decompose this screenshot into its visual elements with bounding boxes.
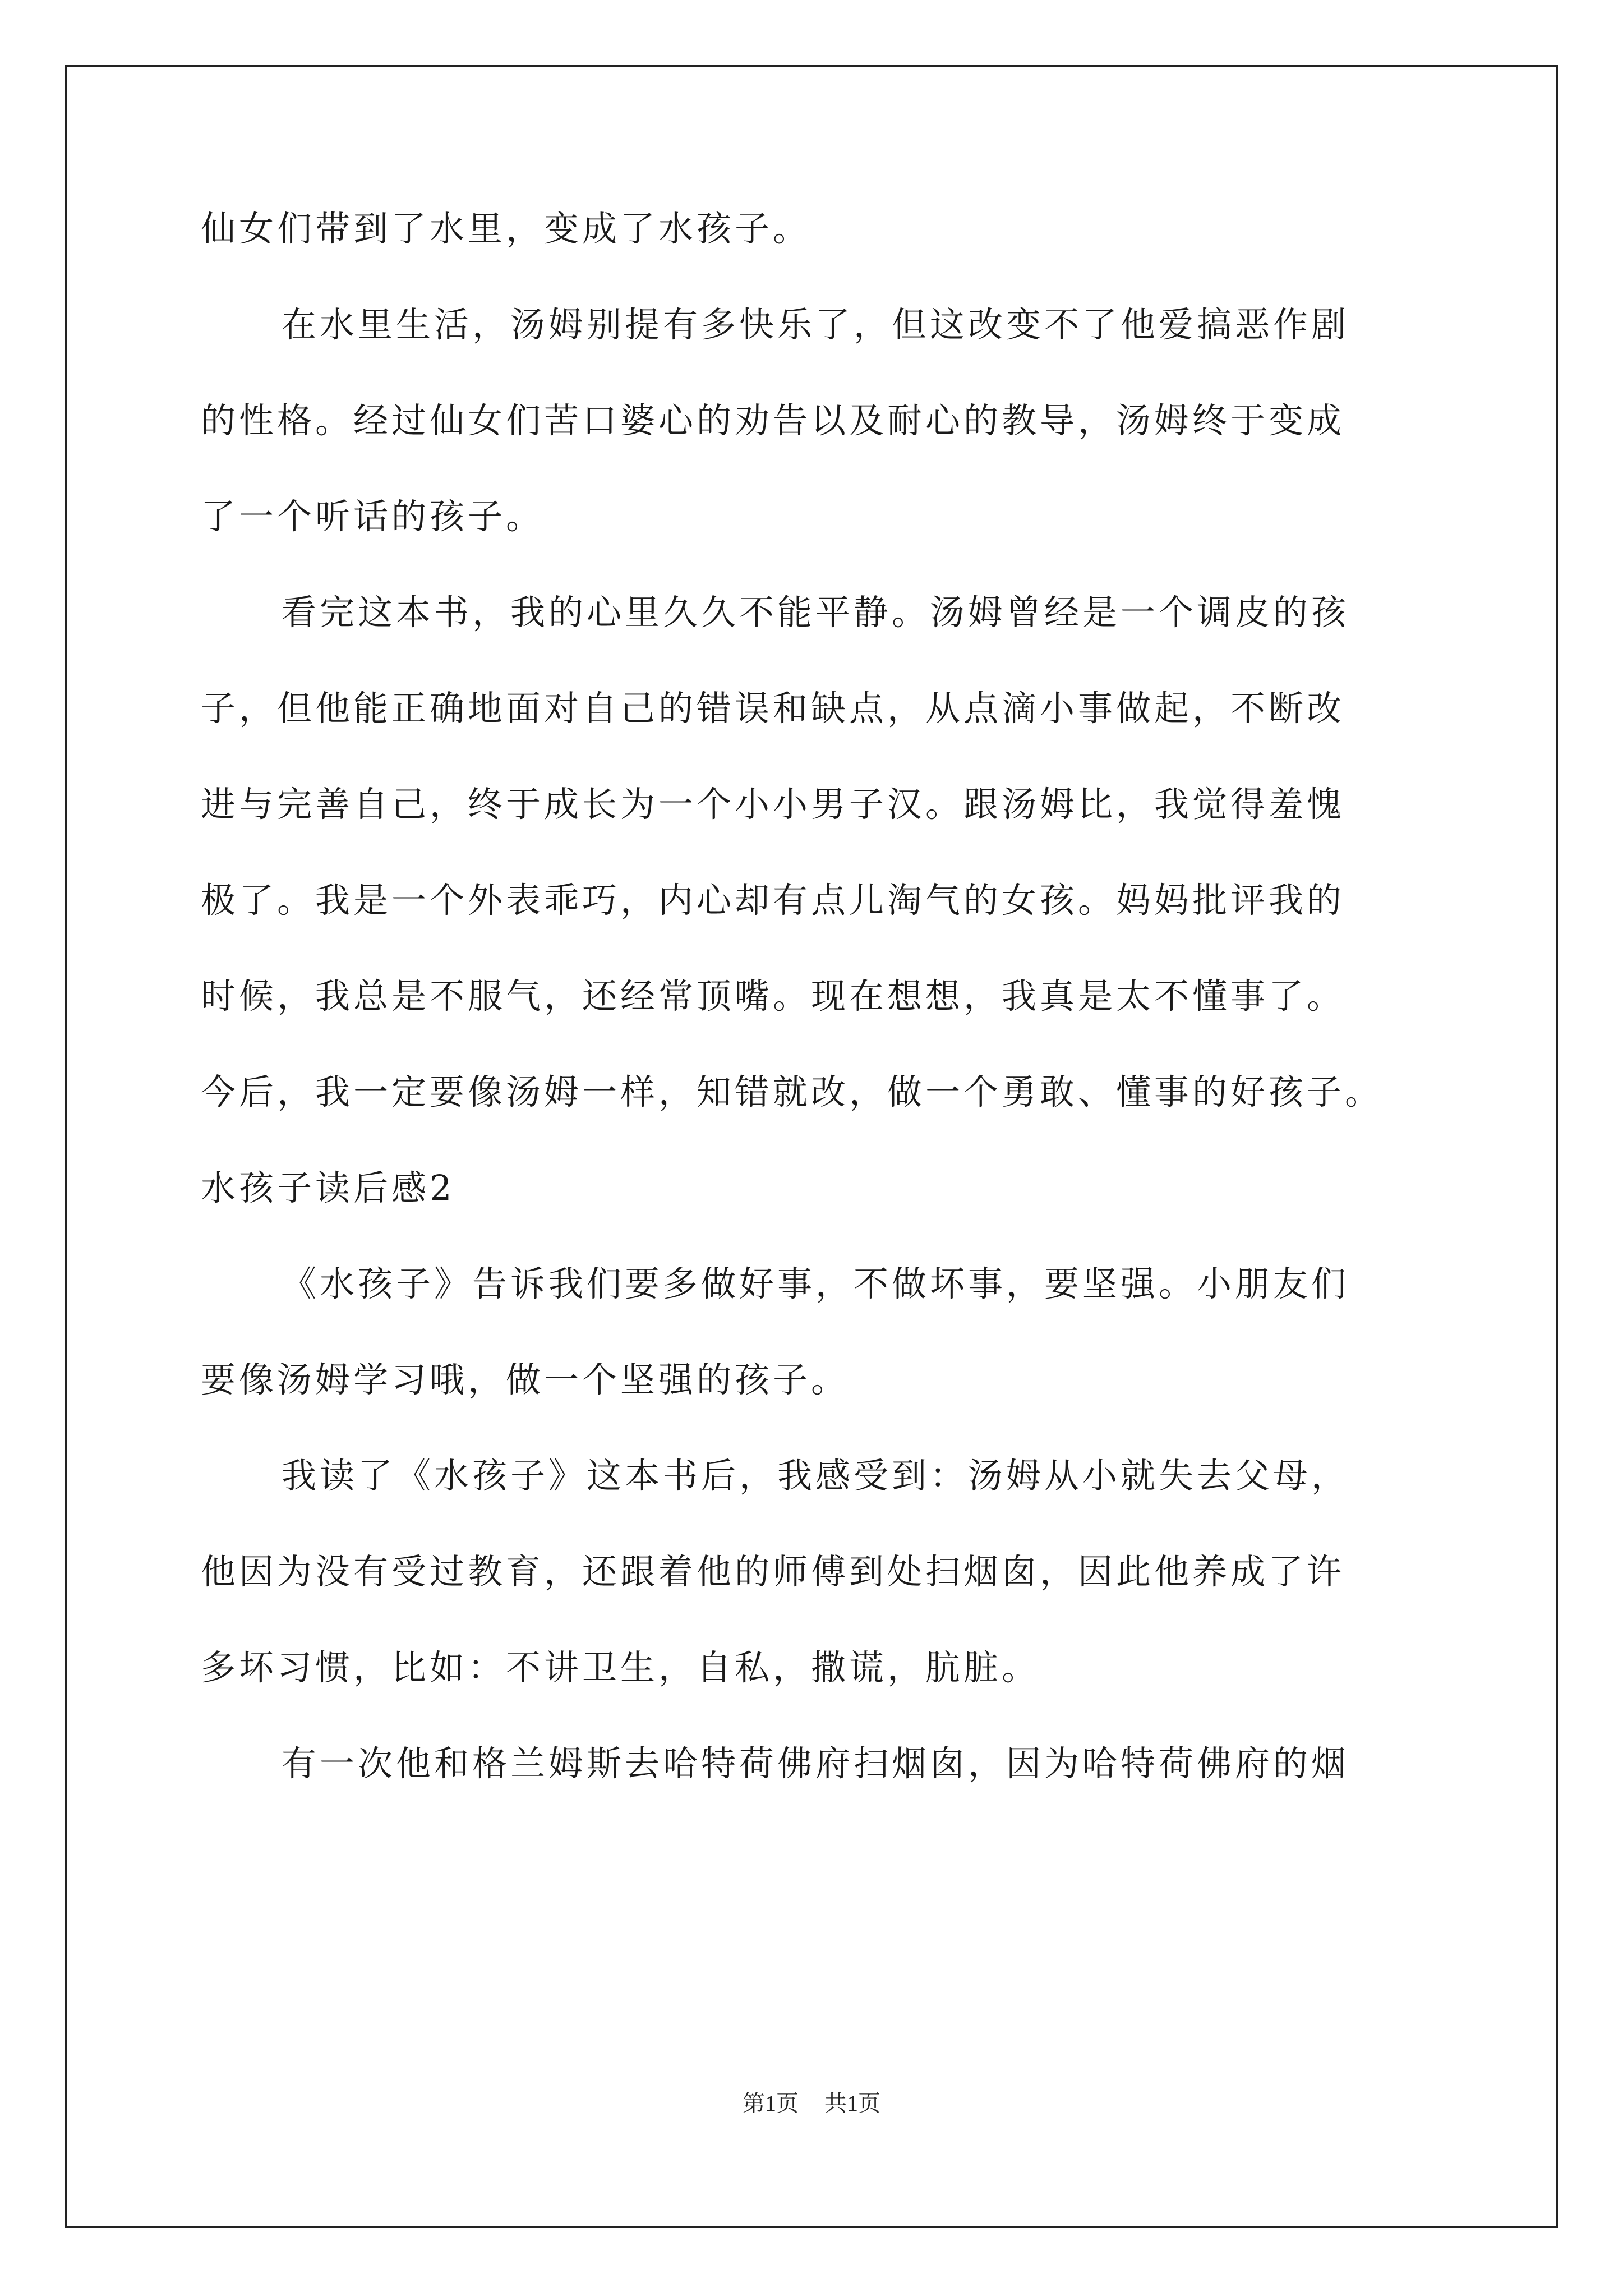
- text-line: 多坏习惯，比如：不讲卫生，自私，撒谎，肮脏。: [201, 1647, 1040, 1688]
- paragraph-first-line: 看完这本书，我的心里久久不能平静。汤姆曾经是一个调皮的孩: [282, 592, 1350, 633]
- text-line: 子，但他能正确地面对自己的错误和缺点，从点滴小事做起，不断改: [201, 688, 1345, 729]
- paragraph-first-line: 《水孩子》告诉我们要多做好事，不做坏事，要坚强。小朋友们: [282, 1263, 1350, 1304]
- text-line: 时候，我总是不服气，还经常顶嘴。现在想想，我真是太不懂事了。: [201, 976, 1345, 1016]
- text-line: 了一个听话的孩子。: [201, 496, 545, 537]
- section-heading: 水孩子读后感2: [201, 1167, 455, 1208]
- paragraph-first-line: 我读了《水孩子》这本书后，我感受到：汤姆从小就失去父母，: [282, 1455, 1350, 1496]
- text-line: 进与完善自己，终于成长为一个小小男子汉。跟汤姆比，我觉得羞愧: [201, 784, 1345, 825]
- page-footer: [0, 2090, 1623, 2118]
- page-total: 共1页: [824, 2091, 880, 2116]
- text-line: 要像汤姆学习哦，做一个坚强的孩子。: [201, 1359, 850, 1400]
- page-border: [65, 65, 1558, 2228]
- text-line: 今后，我一定要像汤姆一样，知错就改，做一个勇敢、懂事的好孩子。: [201, 1071, 1384, 1112]
- text-line: 极了。我是一个外表乖巧，内心却有点儿淘气的女孩。妈妈批评我的: [201, 880, 1345, 921]
- text-line: 仙女们带到了水里，变成了水孩子。: [201, 208, 811, 249]
- paragraph-first-line: 有一次他和格兰姆斯去哈特荷佛府扫烟囱，因为哈特荷佛府的烟: [282, 1743, 1350, 1784]
- paragraph-first-line: 在水里生活，汤姆别提有多快乐了，但这改变不了他爱搞恶作剧: [282, 304, 1350, 345]
- text-line: 他因为没有受过教育，还跟着他的师傅到处扫烟囱，因此他养成了许: [201, 1551, 1345, 1592]
- text-line: 的性格。经过仙女们苦口婆心的劝告以及耐心的教导，汤姆终于变成: [201, 400, 1345, 441]
- page-number: 第1页: [743, 2091, 799, 2116]
